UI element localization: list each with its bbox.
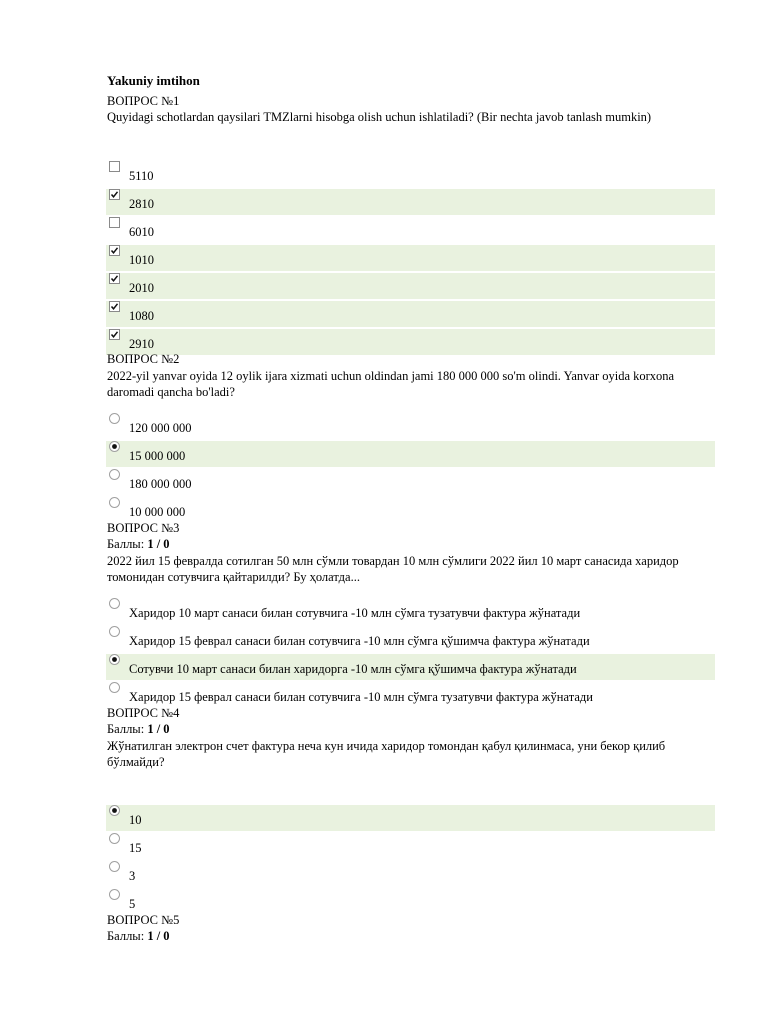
answer-option-label: Харидор 15 феврал санаси билан сотувчига -10 млн сўмга қўшимча фактура жўнатади: [129, 634, 590, 648]
checkmark-icon: [110, 190, 119, 199]
answer-option-label: 3: [129, 869, 136, 883]
answer-option[interactable]: [106, 861, 715, 887]
answer-option-label: Харидор 15 феврал санаси билан сотувчига -10 млн сўмга тузатувчи фактура жўнатади: [129, 690, 593, 704]
answer-radio[interactable]: [109, 833, 120, 844]
score-label: Баллы:: [107, 537, 145, 551]
answer-checkbox[interactable]: [109, 329, 120, 340]
answer-option-label: 6010: [129, 225, 154, 239]
question-4-score: [107, 722, 170, 737]
answer-option[interactable]: [106, 889, 715, 915]
answer-option-label: 5: [129, 897, 136, 911]
score-value: 1 / 0: [147, 722, 170, 736]
answer-option-label: 10 000 000: [129, 505, 186, 519]
answer-radio[interactable]: [109, 861, 120, 872]
score-value: 1 / 0: [147, 929, 170, 943]
answer-radio[interactable]: [109, 497, 120, 508]
answer-checkbox[interactable]: [109, 189, 120, 200]
answer-option[interactable]: [106, 189, 715, 215]
answer-radio[interactable]: [109, 889, 120, 900]
checkmark-icon: [110, 302, 119, 311]
answer-radio[interactable]: [109, 626, 120, 637]
answer-option-label: Сотувчи 10 март санаси билан харидорга -10 млн сўмга қўшимча фактура жўнатади: [129, 662, 577, 676]
answer-checkbox[interactable]: [109, 217, 120, 228]
answer-radio[interactable]: [109, 654, 120, 665]
checkmark-icon: [110, 246, 119, 255]
answer-option[interactable]: [106, 626, 715, 652]
answer-radio[interactable]: [109, 469, 120, 480]
score-label: Баллы:: [107, 722, 145, 736]
answer-option[interactable]: [106, 217, 715, 243]
question-2-label: ВОПРОС №2: [107, 352, 180, 366]
question-5-score: [107, 929, 170, 944]
question-3-text: 2022 йил 15 февралда сотилган 50 млн сўмли товардан 10 млн сўмлиги 2022 йил 10 март санасида харидор томонидан сотувчига қайтарилди? Бу ҳолатда...: [107, 554, 679, 584]
question-1-label: ВОПРОС №1: [107, 94, 180, 108]
radio-dot-icon: [110, 655, 119, 664]
answer-option[interactable]: [106, 654, 715, 680]
radio-dot-icon: [110, 442, 119, 451]
question-5-label: ВОПРОС №5: [107, 913, 180, 927]
answer-option[interactable]: [106, 329, 715, 355]
answer-option-label: 1080: [129, 309, 154, 323]
radio-dot-icon: [110, 806, 119, 815]
answer-checkbox[interactable]: [109, 245, 120, 256]
checkmark-icon: [110, 330, 119, 339]
answer-checkbox[interactable]: [109, 273, 120, 284]
answer-option-label: 2010: [129, 281, 154, 295]
question-2-text: 2022-yil yanvar oyida 12 oylik ijara xizmati uchun oldindan jami 180 000 000 so'm olindi. Yanvar oyida korxona daromadi qancha bo'ladi?: [107, 369, 675, 399]
score-value: 1 / 0: [147, 537, 170, 551]
answer-option[interactable]: [106, 497, 715, 523]
answer-radio[interactable]: [109, 805, 120, 816]
answer-radio[interactable]: [109, 441, 120, 452]
answer-option-label: 2910: [129, 337, 154, 351]
answer-option-label: 2810: [129, 197, 154, 211]
exam-title: Yakuniy imtihon: [107, 73, 200, 88]
answer-radio[interactable]: [109, 682, 120, 693]
checkmark-icon: [110, 274, 119, 283]
question-4-text: Жўнатилган электрон счет фактура неча кун ичида харидор томондан қабул қилинмаса, уни бекор қилиб бўлмайди?: [107, 739, 666, 769]
answer-checkbox[interactable]: [109, 161, 120, 172]
answer-checkbox[interactable]: [109, 301, 120, 312]
answer-option[interactable]: [106, 805, 715, 831]
answer-option[interactable]: [106, 245, 715, 271]
answer-option-label: 10: [129, 813, 142, 827]
question-3-label: ВОПРОС №3: [107, 521, 180, 535]
answer-radio[interactable]: [109, 413, 120, 424]
answer-option[interactable]: [106, 833, 715, 859]
score-label: Баллы:: [107, 929, 145, 943]
answer-option-label: 1010: [129, 253, 154, 267]
answer-option-label: 15 000 000: [129, 449, 186, 463]
question-4-label: ВОПРОС №4: [107, 706, 180, 720]
answer-option-label: 120 000 000: [129, 421, 192, 435]
answer-radio[interactable]: [109, 598, 120, 609]
answer-option[interactable]: [106, 441, 715, 467]
answer-option[interactable]: [106, 413, 715, 439]
question-3-score: [107, 537, 170, 552]
answer-option[interactable]: [106, 161, 715, 187]
answer-option[interactable]: [106, 273, 715, 299]
answer-option[interactable]: [106, 469, 715, 495]
answer-option-label: 5110: [129, 169, 154, 183]
question-1-text: Quyidagi schotlardan qaysilari TMZlarni hisobga olish uchun ishlatiladi? (Bir nechta javob tanlash mumkin): [107, 110, 652, 124]
answer-option-label: 180 000 000: [129, 477, 192, 491]
answer-option[interactable]: [106, 598, 715, 624]
answer-option[interactable]: [106, 301, 715, 327]
answer-option-label: 15: [129, 841, 142, 855]
answer-option[interactable]: [106, 682, 715, 708]
answer-option-label: Харидор 10 март санаси билан сотувчига -10 млн сўмга тузатувчи фактура жўнатади: [129, 606, 581, 620]
